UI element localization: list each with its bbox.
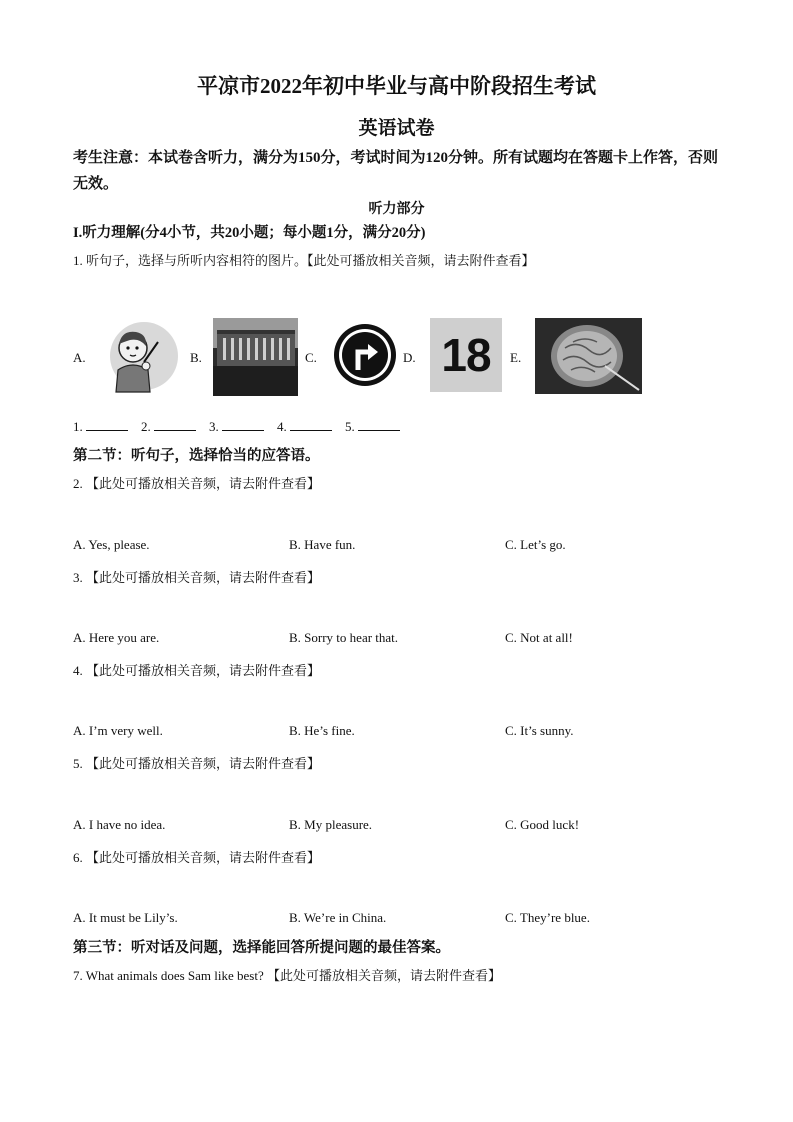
answer-blank-2[interactable] xyxy=(154,418,196,431)
question-3-option-a[interactable]: A. Here you are. xyxy=(73,630,160,645)
turn-right-sign-icon xyxy=(332,322,398,388)
blank-label-2: 2. xyxy=(141,419,151,434)
number-sign-image xyxy=(430,318,502,392)
section-listening: 听力部分 xyxy=(368,202,425,217)
question-2-option-c[interactable]: C. Let’s go. xyxy=(505,537,566,552)
image-label-c: C. xyxy=(305,350,317,365)
question-3-option-b[interactable]: B. Sorry to hear that. xyxy=(289,630,399,645)
question-4-prompt: 4. 【此处可播放相关音频，请去附件查看】 xyxy=(73,663,321,678)
image-label-e: E. xyxy=(510,350,522,365)
question-3-prompt: 3. 【此处可播放相关音频，请去附件查看】 xyxy=(73,570,321,585)
answer-blank-1[interactable] xyxy=(86,418,128,431)
boy-with-thermometer-image xyxy=(100,318,180,394)
image-label-b: B. xyxy=(190,350,202,365)
question-5-option-c[interactable]: C. Good luck! xyxy=(505,817,580,832)
image-label-d: D. xyxy=(403,350,416,365)
blank-label-5: 5. xyxy=(345,419,355,434)
part1-heading: I.听力理解(分4小节，共20小题；每小题1分，满分20分) xyxy=(73,225,426,241)
question-6-prompt: 6. 【此处可播放相关音频，请去附件查看】 xyxy=(73,850,321,865)
section3-heading: 第三节：听对话及问题，选择能回答所提问题的最佳答案。 xyxy=(73,940,450,956)
question-6-option-a[interactable]: A. It must be Lily’s. xyxy=(73,910,178,925)
question-5-option-a[interactable]: A. I have no idea. xyxy=(73,817,166,832)
number-sign-text: 18 xyxy=(441,329,491,381)
question-7-prompt: 7. What animals does Sam like best? 【此处可播放相关音频，请去附件查看】 xyxy=(73,968,501,983)
exam-title: 平凉市2022年初中毕业与高中阶段招生考试 xyxy=(197,74,596,98)
question-4-option-c[interactable]: C. It’s sunny. xyxy=(505,723,574,738)
answer-blank-4[interactable] xyxy=(290,418,332,431)
blank-label-4: 4. xyxy=(277,419,287,434)
question-2-option-b[interactable]: B. Have fun. xyxy=(289,537,356,552)
blank-label-1: 1. xyxy=(73,419,83,434)
question-5-option-b[interactable]: B. My pleasure. xyxy=(289,817,373,832)
answer-blanks xyxy=(73,418,410,435)
question-4-option-a[interactable]: A. I’m very well. xyxy=(73,723,163,738)
exam-notice: 考生注意：本试卷含听力，满分为150分，考试时间为120分钟。所有试题均在答题卡上作答，否则无效。 xyxy=(73,150,719,192)
question-4-option-b[interactable]: B. He’s fine. xyxy=(289,723,355,738)
question-2-prompt: 2. 【此处可播放相关音频，请去附件查看】 xyxy=(73,476,321,491)
noodle-bowl-photo-image xyxy=(535,318,642,394)
building-photo-image xyxy=(213,318,298,396)
image-label-a: A. xyxy=(73,350,86,365)
question-2-option-a[interactable]: A. Yes, please. xyxy=(73,537,150,552)
question-3-option-c[interactable]: C. Not at all! xyxy=(505,630,573,645)
section2-heading: 第二节：听句子，选择恰当的应答语。 xyxy=(73,448,320,464)
exam-subtitle: 英语试卷 xyxy=(358,118,435,139)
question-6-option-c[interactable]: C. They’re blue. xyxy=(505,910,590,925)
answer-blank-3[interactable] xyxy=(222,418,264,431)
question-1-prompt: 1. 听句子，选择与所听内容相符的图片。【此处可播放相关音频，请去附件查看】 xyxy=(73,253,535,268)
question-6-option-b[interactable]: B. We’re in China. xyxy=(289,910,387,925)
blank-label-3: 3. xyxy=(209,419,219,434)
question-5-prompt: 5. 【此处可播放相关音频，请去附件查看】 xyxy=(73,756,321,771)
answer-blank-5[interactable] xyxy=(358,418,400,431)
